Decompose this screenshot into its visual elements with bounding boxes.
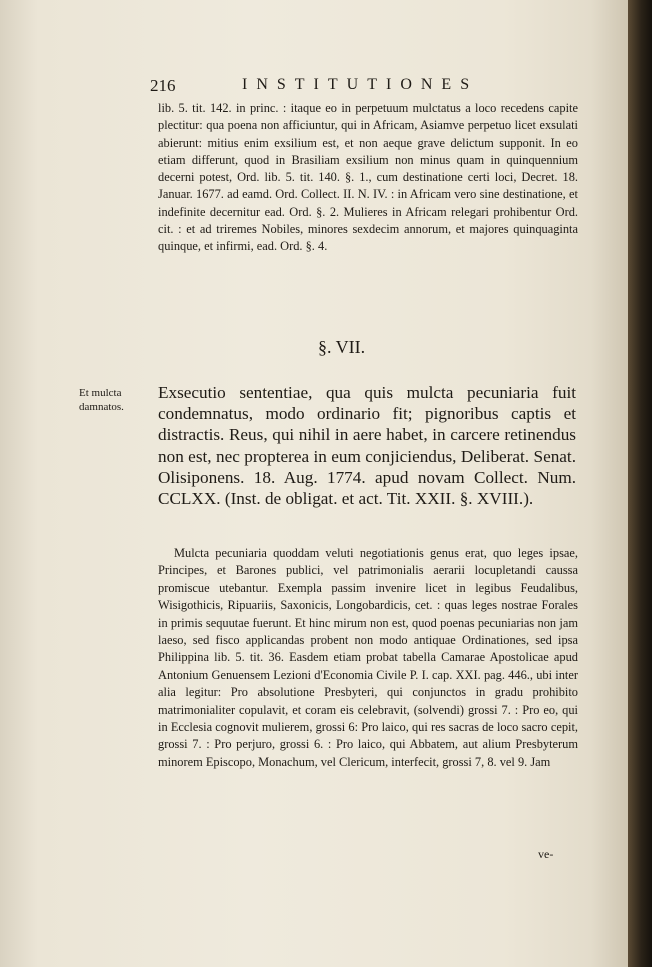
main-paragraph: Exsecutio sententiae, qua quis mulcta pecuniaria fuit condemnatus, modo ordinario fit; pignoribus captis et distractis. Reus, qui nihil in aere habet, in carcere retinendus non est, nec propterea in eum conjiciendus, Deliberat. Senat. Olisiponens. 18. Aug. 1774. apud novam Collect. Num. CCLXX. (Inst. de obligat. et act. Tit. XXII. §. XVIII.). [158, 383, 576, 509]
bottom-footnote: Mulcta pecuniaria quoddam veluti negotiationis genus erat, quo leges ipsae, Principes, et Barones publici, vel patrimonialis aerarii locupletandi caussa promiscue utebantur. Exempla passim invenire licet in legibus Feudalibus, Wisigothicis, Ripuariis, Saxonicis, Longobardicis, cet. : quas leges nostrae Forales in primis sequutae fuerunt. Et hinc mirum non est, quod poenas pecuniarias non jam laeso, sed fisco applicandas probent non modo antiquae Ordinationes, sed ipsa Philippina lib. 5. tit. 36. Easdem etiam probat tabella Camarae Apostolicae apud Antonium Genuensem Lezioni d'Economia Civile P. I. cap. XXI. pag. 446., ubi inter alia legitur: Pro absolutione Presbyteri, qui conjunctos in gradu prohibito matrimonialiter copulavit, et coram eis celebravit, (solvendi) grossi 7. : Pro eo, qui in Ecclesia cognovit mulierem, grossi 6: Pro laico, qui res sacras de loco sacro cepit, grossi 7. : Pro perjuro, grossi 6. : Pro laico, qui Abbatem, aut alium Presbyterum minorem Episcopo, Monachum, vel Clericum, interfecit, grossi 7, 8. vel 9. Jam [158, 546, 578, 769]
section-heading: §. VII. [318, 337, 366, 357]
page-number: 216 [150, 76, 176, 95]
page-header [150, 76, 485, 98]
top-footnote: lib. 5. tit. 142. in princ. : itaque eo in perpetuum mulctatus a loco recedens capite plectitur: qua poena non afficiuntur, qui in Africam, Asiamve perpetuo licet exsulati abierunt: mitius enim exsilium est, et non aeque grave delictum supponit. In eo etiam differunt, quod in Brasiliam exsilium non minus quam in quinquennium decerni potest, Ord. lib. 5. tit. 140. §. 1., cum destinatione certi loci, Decret. 18. Januar. 1677. ad eamd. Ord. Collect. II. N. IV. : in Africam vero sine destinatione, et indefinite decernitur ead. Ord. §. 2. Mulieres in Africam relegari prohibentur Ord. cit. : et ad triremes Nobiles, minores sexdecim annorum, et majores quinquaginta quinque, et infirmi, ead. Ord. §. 4. [158, 101, 578, 254]
running-title: INSTITUTIONES [242, 76, 479, 93]
catchword: ve- [538, 847, 554, 861]
margin-note: Et mulcta damnatos. [79, 387, 124, 413]
book-spine-edge [628, 0, 652, 967]
